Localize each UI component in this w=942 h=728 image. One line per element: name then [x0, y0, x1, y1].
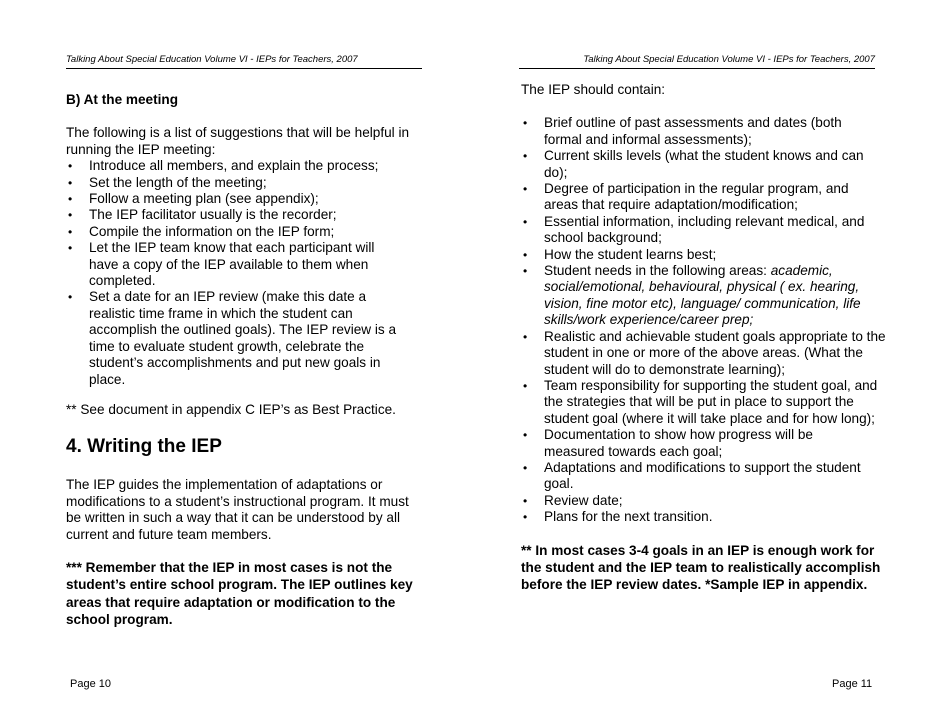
- left-page-body: [66, 92, 426, 629]
- bullet-icon: •: [523, 329, 528, 344]
- section-heading: B) At the meeting: [66, 92, 179, 107]
- list-item: • Set a date for an IEP review (make this date a realistic time frame in which the student can accomplish the outlined goals). The IEP review is a time to evaluate student growth, celebrate the student’s accomplishments and put new goals in place.: [68, 289, 397, 387]
- list-item: • Essential information, including relevant medical, and school background;: [523, 213, 865, 246]
- list-item: • Set the length of the meeting;: [68, 174, 267, 190]
- bullet-icon: •: [68, 224, 73, 239]
- page-number: Page 10: [70, 678, 111, 690]
- list-item: • Current skills levels (what the student knows and can do);: [523, 148, 864, 180]
- list-item: • Team responsibility for supporting the student goal, and the strategies that will be put in place to support the student goal (where it will take place and for how long);: [523, 377, 878, 426]
- bullet-icon: •: [523, 149, 528, 164]
- list-item: • Student needs in the following areas: academic, social/emotional, behavioural, physical ( ex. hearing, vision, fine motor etc), language/ communication, life skills/work experience/career prep;: [523, 263, 861, 328]
- section-title: 4. Writing the IEP: [66, 436, 222, 458]
- list-item: • Realistic and achievable student goals appropriate to the student in one or more of the above areas. (What the student will do to demonstrate learning);: [523, 328, 886, 377]
- list-item: • How the student learns best;: [523, 246, 717, 262]
- bullet-icon: •: [523, 182, 528, 197]
- bullet-icon: •: [523, 460, 528, 475]
- bullet-icon: •: [68, 208, 73, 223]
- intro-paragraph: The following is a list of suggestions that will be helpful in running the IEP meeting:: [66, 125, 410, 157]
- list-item: • Let the IEP team know that each participant will have a copy of the IEP available to them when completed.: [68, 240, 375, 289]
- list-item: • Follow a meeting plan (see appendix);: [68, 191, 319, 207]
- list-item: • Introduce all members, and explain the process;: [68, 158, 379, 174]
- list-item: • Adaptations and modifications to support the student goal.: [523, 459, 861, 492]
- bullet-icon: •: [523, 493, 528, 508]
- running-header: Talking About Special Education Volume VI - IEPs for Teachers, 2007: [519, 54, 875, 69]
- list-item: • Brief outline of past assessments and dates (both formal and informal assessments);: [523, 115, 842, 147]
- remember-note: *** Remember that the IEP in most cases is not the student’s entire school program. The IEP outlines key areas that require adaptation or modification to the school program.: [66, 559, 413, 628]
- list-item: • The IEP facilitator usually is the recorder;: [68, 207, 337, 223]
- bullet-icon: •: [68, 290, 73, 305]
- right-page-body: [521, 82, 886, 593]
- bullet-icon: •: [523, 247, 528, 262]
- goals-note: ** In most cases 3-4 goals in an IEP is enough work for the student and the IEP team to realistically accomplish before the IEP review dates. *Sample IEP in appendix.: [521, 542, 881, 592]
- bullet-icon: •: [523, 378, 528, 393]
- right-page: [471, 0, 942, 728]
- bullet-icon: •: [523, 116, 528, 131]
- bullet-icon: •: [68, 192, 73, 207]
- bullet-icon: •: [68, 175, 73, 190]
- appendix-note: ** See document in appendix C IEP’s as Best Practice.: [66, 401, 396, 417]
- page-number: Page 11: [832, 678, 873, 690]
- iep-contents-list: [521, 115, 886, 525]
- list-item: • Review date;: [523, 492, 623, 508]
- running-header: Talking About Special Education Volume VI - IEPs for Teachers, 2007: [66, 54, 422, 69]
- intro-paragraph: The IEP should contain:: [521, 82, 666, 97]
- section-paragraph: The IEP guides the implementation of adaptations or modifications to a student’s instructional program. It must be written in such a way that it can be understood by all current and future team members.: [66, 477, 409, 542]
- bullet-icon: •: [68, 159, 73, 174]
- meeting-suggestions-list: [66, 158, 426, 388]
- list-item: • Degree of participation in the regular program, and areas that require adaptation/modification;: [523, 181, 849, 213]
- bullet-icon: •: [523, 510, 528, 525]
- list-item: • Compile the information on the IEP form;: [68, 223, 335, 239]
- bullet-icon: •: [523, 428, 528, 443]
- list-item: • Documentation to show how progress will be measured towards each goal;: [523, 427, 813, 459]
- bullet-icon: •: [523, 214, 528, 229]
- bullet-icon: •: [68, 241, 73, 256]
- list-item: • Plans for the next transition.: [523, 509, 713, 525]
- bullet-icon: •: [523, 264, 528, 279]
